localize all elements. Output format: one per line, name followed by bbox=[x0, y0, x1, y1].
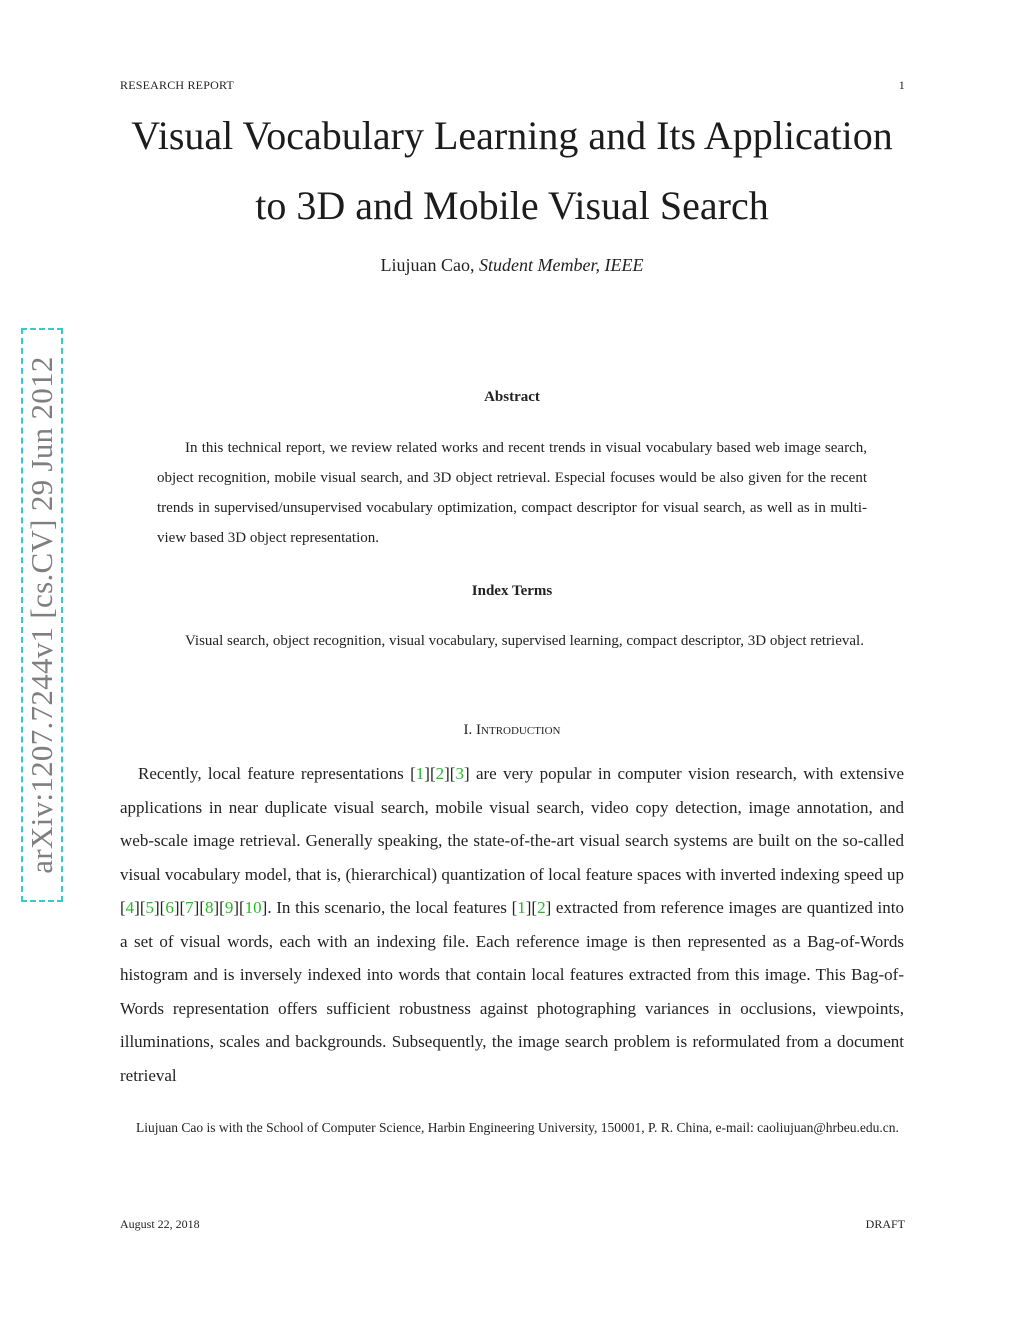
citation-link[interactable]: 6 bbox=[165, 898, 174, 917]
author-footnote: Liujuan Cao is with the School of Computer Science, Harbin Engineering University, 150001, P. R. China, e-mail: caoliujuan@hrbeu.edu.cn. bbox=[136, 1120, 899, 1135]
citation-link[interactable]: 10 bbox=[244, 898, 262, 917]
abstract-heading: Abstract bbox=[484, 389, 540, 405]
author-line bbox=[100, 255, 924, 276]
footer-status: DRAFT bbox=[865, 1217, 905, 1231]
citation-link[interactable]: 1 bbox=[517, 898, 526, 917]
arxiv-identifier: arXiv:1207.7244v1 [cs.CV] 29 Jun 2012 bbox=[24, 356, 59, 874]
author-name: Liujuan Cao, bbox=[380, 255, 475, 275]
citation-link[interactable]: 5 bbox=[145, 898, 154, 917]
author-affiliation: Student Member, IEEE bbox=[479, 255, 644, 275]
citation-link[interactable]: 2 bbox=[435, 764, 445, 783]
running-footer bbox=[120, 1217, 905, 1232]
introduction-paragraph: Recently, local feature representations [1][2][3] are very popular in computer vision research, with extensive applications in near duplicate visual search, mobile visual search, video copy detection, image annotation, and web-scale image retrieval. Generally speaking, the state-of-the-art visual search systems are built on the so-called visual vocabulary model, that is, (hierarchical) quantization of local feature spaces with inverted indexing speed up [4][5][6][7][8][9][10]. In this scenario, the local features [1][2] extracted from reference images are quantized into a set of visual words, each with an indexing file. Each reference image is then represented as a Bag-of-Words histogram and is inversely indexed into words that contain local features extracted from this image. This Bag-of-Words representation offers sufficient robustness against photographing variances in occlusions, viewpoints, illuminations, scales and backgrounds. Subsequently, the image search problem is reformulated from a document retrieval bbox=[120, 764, 904, 1085]
intro-text: . In this scenario, the local features bbox=[267, 898, 512, 917]
running-header bbox=[120, 78, 905, 93]
section-number: I. bbox=[463, 722, 473, 738]
section-title: Introduction bbox=[476, 722, 561, 738]
arxiv-stamp[interactable] bbox=[21, 328, 63, 902]
intro-text: are very popular in computer vision research, with extensive applications in near duplicate visual search, mobile visual search, video copy detection, image annotation, and web-scale image retrieval. Generally speaking, the state-of-the-art visual search systems are built on the so-called visual vocabulary model, that is, (hierarchical) quantization of local feature spaces with inverted indexing speed up bbox=[120, 764, 904, 884]
intro-text: Recently, local feature representations bbox=[138, 764, 411, 783]
paper-title-line-1: Visual Vocabulary Learning and Its Application bbox=[131, 113, 893, 158]
citation-link[interactable]: 4 bbox=[125, 898, 135, 917]
paper-title-line-2: to 3D and Mobile Visual Search bbox=[255, 183, 769, 228]
index-terms-heading: Index Terms bbox=[471, 583, 553, 599]
running-header-title: RESEARCH REPORT bbox=[120, 78, 234, 92]
section-heading-introduction bbox=[100, 722, 924, 739]
citation-link[interactable]: 1 bbox=[415, 764, 425, 783]
abstract-text: In this technical report, we review related works and recent trends in visual vocabulary based web image search, object recognition, mobile visual search, and 3D object retrieval. Especial focuses would be also given for the recent trends in supervised/unsupervised vocabulary optimization, compact descriptor for visual search, as well as in multi-view based 3D object representation. bbox=[157, 440, 867, 546]
footer-date: August 22, 2018 bbox=[120, 1217, 200, 1231]
citation-link[interactable]: 3 bbox=[455, 764, 464, 783]
citation-link[interactable]: 7 bbox=[185, 898, 194, 917]
citation-link[interactable]: 9 bbox=[224, 898, 234, 917]
citation-link[interactable]: 8 bbox=[204, 898, 214, 917]
page-number: 1 bbox=[898, 78, 905, 92]
intro-text: extracted from reference images are quantized into a set of visual words, each with an indexing file. Each reference image is then represented as a Bag-of-Words histogram and is inversely indexed into words that contain local features extracted from this image. This Bag-of-Words representation offers sufficient robustness against photographing variances in occlusions, viewpoints, illuminations, scales and backgrounds. Subsequently, the image search problem is reformulated from a document retrieval bbox=[120, 898, 904, 1085]
citation-link[interactable]: 2 bbox=[537, 898, 546, 917]
index-terms-text: Visual search, object recognition, visual vocabulary, supervised learning, compact descriptor, 3D object retrieval. bbox=[185, 633, 864, 649]
